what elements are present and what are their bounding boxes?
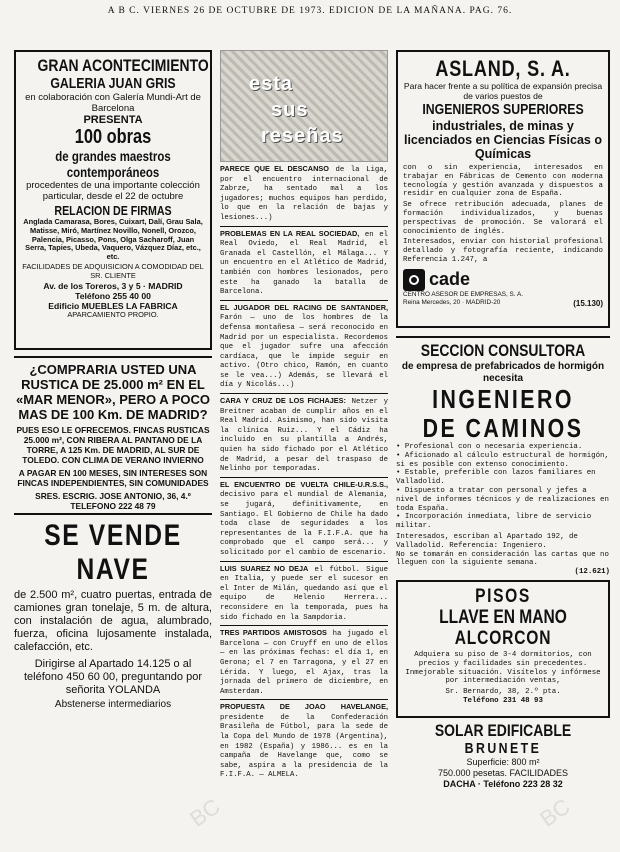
- solar-price: 750.000 pesetas. FACILIDADES: [437, 767, 569, 778]
- signatures-title: RELACION DE FIRMAS: [54, 203, 172, 218]
- contemporary-line: contemporáneos: [66, 164, 160, 180]
- nave-note: Abstenerse intermediarios: [54, 699, 172, 710]
- pisos-subtitle: LLAVE EN MANO: [439, 606, 567, 628]
- ad-consultora: [396, 338, 610, 577]
- photo-word: sus: [271, 99, 309, 121]
- consultora-title: SECCION CONSULTORA: [420, 341, 586, 360]
- cade-block: [403, 269, 603, 291]
- pisos-address: Sr. Bernardo, 38, 2.º pta.: [445, 688, 561, 697]
- cade-name: cade: [429, 269, 471, 290]
- pisos-phone: Teléfono 231 48 93: [463, 696, 543, 705]
- news-item: PROPUESTA DE JOAO HAVELANGE, presidente de la Confederación Brasileña de Fútbol, para la sede de la Copa del Mundo de 1978 (Argentina), en 1982 (España) y 1986... es en la campaña de Havelange que, como se sabe, aspira a la presidencia de la F.I.F.A. — ALMELA.: [220, 702, 388, 780]
- facilities-text: FACILIDADES DE ADQUISICION A COMODIDAD DEL SR. CLIENTE: [22, 261, 204, 280]
- works-count: 100 obras: [74, 126, 152, 148]
- consultora-subtitle: de empresa de prefabricados de hormigón necesita: [401, 361, 605, 384]
- nave-contact: Dirigirse al Apartado 14.125 o al teléfono 450 60 00, preguntando por señorita YOLANDA: [24, 658, 202, 696]
- rustica-offer: PUES ESO LE OFRECEMOS. FINCAS RUSTICAS 25.000 m², CON RIBERA AL PANTANO DE LA TORRE, A 125 Km. DE MADRID, AL SUR DE TOLEDO. CON CLIMA DE VERANO INVIERNO: [16, 425, 210, 465]
- collab-text: en colaboración con Galería Mundi-Art de Barcelona: [25, 92, 201, 114]
- cade-logo-icon: [403, 269, 425, 291]
- gallery-phone: Teléfono 255 40 00: [75, 290, 151, 301]
- news-item: TRES PARTIDOS AMISTOSOS ha jugado el Barcelona — con Cruyff en uno de ellos — en las próximas fechas: el día 1, en Gerona; el 7 en Tarragona, y el 27 en Lérida. Y luego, el Ajax, tras la jornada del primero de diciembre, en Amsterdam.: [220, 628, 388, 696]
- nave-headline: SE VENDE: [44, 519, 182, 552]
- news-photo: [220, 50, 388, 162]
- ad-solar: [396, 721, 610, 790]
- masters-line: de grandes maestros: [55, 148, 171, 164]
- requirement-item: • Estable, preferible con lazos familiares en Valladolid.: [396, 469, 596, 487]
- consultora-note: No se tomarán en consideración las cartas que no lleguen con la siguiente semana.: [396, 550, 609, 568]
- news-item: EL ENCUENTRO DE VUELTA CHILE-U.R.S.S., decisivo para el mundial de Alemania, se jugará, definitivamente, en Santiago. El Gobierno de Chile ha dado toda clase de seguridades a los representantes de la F.I.F.A. que ha comprobado que el campo será... y solicitado por el cambio de escenario.: [220, 479, 388, 557]
- presenta-label: PRESENTA: [83, 114, 143, 126]
- photo-word: reseñas: [261, 125, 344, 147]
- nave-title: NAVE: [76, 553, 150, 586]
- solar-contact: DACHA · Teléfono 223 28 32: [443, 778, 563, 789]
- solar-location: BRUNETE: [464, 739, 542, 757]
- gallery-address: Av. de los Toreros, 3 y 5 · MADRID: [43, 280, 183, 291]
- news-item: PARECE QUE EL DESCANSO de la Liga, por el encuentro internacional de Zabrze, ha sentado mal a los jugadores; muchos equipos han perdido, lo que en la relación de bajas y lesiones...): [220, 164, 388, 222]
- photo-word: esta: [249, 73, 294, 95]
- pisos-title: PISOS: [475, 585, 531, 607]
- column-right: [396, 50, 610, 846]
- ad-nave: [14, 515, 212, 711]
- news-item: LUIS SUAREZ NO DEJA el fútbol. Sigue en Italia, y puede ser el sucesor en el Inter de Milán, quedando así que el equipo de Helenio Herrera... reconsidere en la temporada, pues ha sido fichado en la Sampdoria.: [220, 563, 388, 622]
- page-header: A B C. VIERNES 26 DE OCTUBRE DE 1973. EDICION DE LA MAÑANA. PAG. 76.: [107, 6, 513, 16]
- asland-title: ASLAND, S. A.: [435, 56, 571, 81]
- rustica-payment: A PAGAR EN 100 MESES, SIN INTERESES SON FINCAS INDEPENDIENTES, SIN COMUNIDADES: [17, 468, 209, 488]
- watermark-mark: BC: [185, 793, 225, 832]
- ad-rustica: [14, 358, 212, 513]
- signatures-list: Anglada Camarasa, Bores, Cuixart, Dalí, Grau Sala, Matisse, Miró, Martínez Novillo, Nonell, Orozco, Palencia, Picasso, Pons, Olga Sacharoff, Juan Serra, Tapies, Ubeda, Vaquero, Vázquez Díaz, etc., etc.: [23, 217, 203, 262]
- consultora-ref: (12.621): [574, 568, 610, 577]
- ad-asland: [396, 50, 610, 328]
- gallery-building: Edificio MUEBLES LA FABRICA: [48, 300, 178, 311]
- news-item: PROBLEMAS EN LA REAL SOCIEDAD, en el Real Oviedo, el Real Madrid, el Granada el Castellón, el Málaga... Y un encuentro en el Atlético de Madrid, también con hombres lesionados, pero este ha ganado la batalla de Barcelona.: [220, 228, 388, 297]
- collection-text: procedentes de una importante colección particular, desde el 22 de octubre: [26, 180, 200, 202]
- rustica-contact: SRES. ESCRIG. JOSE ANTONIO, 36, 4.º TELEFONO 222 48 79: [35, 491, 191, 511]
- news-item: EL JUGADOR DEL RACING DE SANTANDER, Farón — uno de los hombres de la defensa montañesa — será reconocido en Madrid por un especialista. Recordemos que el jugador sufre una afección cardíaca, que le impide seguir en activo. (Otro chico, Ramón, en cuanto se le vea...) Además, se llevará el día y Nicolás...): [220, 302, 388, 390]
- column-middle: [220, 50, 388, 846]
- asland-intro: Para hacer frente a su política de expansión precisa de varios puestos de: [403, 81, 603, 101]
- engineer-specialty: DE CAMINOS: [422, 413, 584, 443]
- asland-body: con o sin experiencia, interesados en trabajar en Fábricas de Cemento con moderna tecnología y gestión avanzada y dispuestos a residir en cualquier zona de España.: [403, 164, 603, 199]
- asland-position: INGENIEROS SUPERIORES: [422, 101, 584, 118]
- consultora-contact: Interesados, escriban al Apartado 192, de Valladolid. Referencia: Ingeniero.: [396, 532, 578, 550]
- solar-title: SOLAR EDIFICABLE: [434, 720, 572, 740]
- nave-description: de 2.500 m², cuatro puertas, entrada de camiones gran tonelaje, 5 m. de altura, con instalación de agua, alumbrado, fuerza, oficina lujosamente instalada, calefacción, etc.: [14, 589, 212, 653]
- watermark-mark: BC: [535, 793, 575, 832]
- asland-offer: Se ofrece retribución adecuada, planes de formación individualizados, y buenas perspectivas de promoción. Se valorará el conocimiento de inglés.: [403, 201, 603, 236]
- requirement-item: • Incorporación inmediata, libre de servicio militar.: [396, 513, 592, 531]
- news-item: CARA Y CRUZ DE LOS FICHAJES: Netzer y Breitner acaban de cumplir años en el Real Madrid. Asimismo, han sido visita la clínica Ruiz... Y el Cádiz ha incluido en su plantilla a Andrés, quien ha sido fichado por el Atlético de Madrid, a pesar del traspaso de Nelinho por temporadas.: [220, 396, 388, 474]
- parking-note: APARCAMIENTO PROPIO.: [67, 309, 159, 319]
- asland-subtitle: industriales, de minas y licenciados en Ciencias Físicas o Químicas: [403, 119, 602, 161]
- requirement-item: • Aficionado al cálculo estructural de hormigón, si es posible con extenso conocimiento.: [396, 451, 609, 469]
- requirement-item: • Dispuesto a tratar con personal y jefes a nivel de informes técnicos y de realizaciones en toda España.: [396, 486, 609, 513]
- ad-galeria-juan-gris: [14, 50, 212, 350]
- asland-ref: (15.130): [573, 298, 603, 308]
- rustica-question: ¿COMPRARIA USTED UNA RUSTICA DE 25.000 m² EN EL «MAR MENOR», PERO A POCO MAS DE 100 Km. DE MADRID?: [15, 362, 211, 422]
- requirement-item: • Profesional con o necesaria experiencia.: [396, 443, 583, 451]
- ad-pisos: [396, 580, 610, 718]
- pisos-body: Adquiera su piso de 3-4 dormitorios, con precios y facilidades sin precedentes.: [414, 650, 592, 668]
- column-left: [14, 50, 212, 846]
- cade-address: CENTRO ASESOR DE EMPRESAS, S. A.: [403, 290, 524, 298]
- cade-street: Reina Mercedes, 20 · MADRID-20: [403, 298, 501, 306]
- sports-news: [220, 164, 388, 781]
- engineer-title: INGENIERO: [432, 384, 574, 414]
- asland-contact: Interesados, enviar con historial profesional detallado y fotografía reciente, indicando Referencia 1.247, a: [403, 238, 603, 264]
- gallery-name: GALERIA JUAN GRIS: [50, 75, 176, 92]
- ad-headline: GRAN ACONTECIMIENTO: [37, 56, 209, 75]
- solar-surface: Superficie: 800 m²: [466, 756, 540, 767]
- pisos-location: ALCORCON: [454, 627, 552, 649]
- pisos-note: Inmejorable situación. Visítelos y infórmese por intermediación ventas,: [405, 668, 601, 686]
